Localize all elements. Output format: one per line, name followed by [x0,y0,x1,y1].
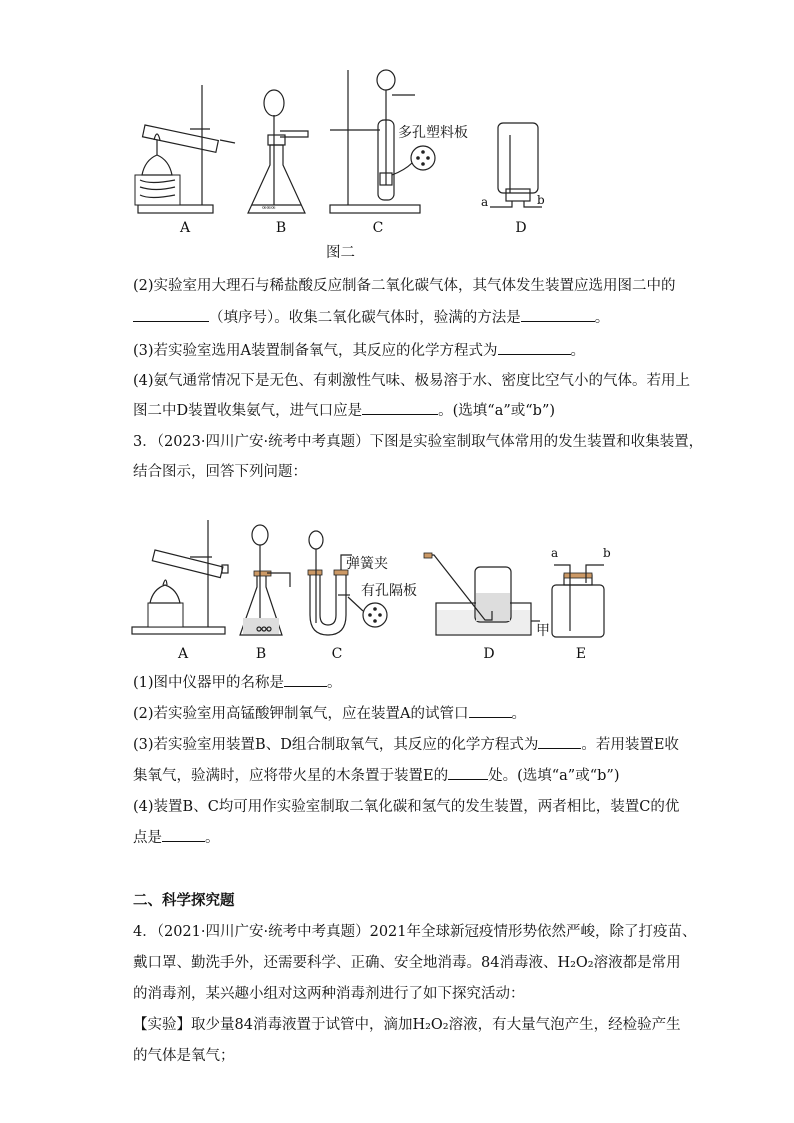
answer-blank[interactable] [284,672,327,687]
section-title: 二、科学探究题 [133,892,235,909]
q3-part-4-line-2: 点是 。 [133,827,673,848]
q4-line-4: 【实验】取少量84消毒液置于试管中，滴加H₂O₂溶液，有大量气泡产生，经检验产生 [133,1017,681,1033]
figure-2-label-b: B [275,220,287,236]
q2-line-1: (2)实验室用大理石与稀盐酸反应制备二氧化碳气体，其气体发生装置应选用图二中的 [133,278,676,294]
q3-line-2: 结合图示，回答下列问题： [133,464,307,480]
spring-clip-label: 弹簧夹 [346,556,388,572]
q2-line-2: （填序号）。收集二氧化碳气体时，验满的方法是 。 [133,307,673,328]
answer-blank[interactable] [521,307,595,322]
q3-apparatus-b [240,525,290,635]
q3-label-e: E [575,646,587,662]
figure-2-apparatus [130,65,550,235]
q2-line-3: (3)若实验室选用A装置制备氧气，其反应的化学方程式为 。 [133,340,673,361]
svg-text:ꟹꟹꟹ: ꟹꟹꟹ [262,205,276,213]
figure-2-caption: 图二 [326,245,355,261]
q3-port-b: b [603,546,611,560]
q3-line-1: 3．（2023·四川广安·统考中考真题）下图是实验室制取气体常用的发生装置和收集装置， [133,434,704,450]
q4-line-3: 的消毒剂，某兴趣小组对这两种消毒剂进行了如下探究活动： [133,986,525,1002]
question-3-apparatus [130,515,570,640]
q3-part-2: (2)若实验室用高锰酸钾制氧气，应在装置A的试管口 。 [133,703,673,724]
apparatus-a [135,85,235,213]
q3-part-3-line-1: (3)若实验室用装置B、D组合制取氧气，其反应的化学方程式为 。若用装置E收 [133,734,673,755]
porous-partition-label: 有孔隔板 [361,583,417,599]
instrument-jia-label: 甲 [536,623,550,639]
answer-blank[interactable] [448,765,488,780]
q4-line-1: 4．（2021·四川广安·统考中考真题）2021年全球新冠疫情形势依然严峻，除了打疫苗、 [133,924,697,940]
q2-line-4: (4)氨气通常情况下是无色、有刺激性气味、极易溶于水、密度比空气小的气体。若用上 [133,373,691,389]
q2-line-5: 图二中D装置收集氨气，进气口应是 。(选填“a”或“b”) [133,400,673,421]
q4-line-5: 的气体是氧气； [133,1048,235,1064]
apparatus-b [248,90,308,213]
answer-blank[interactable] [162,827,205,842]
figure-2-label-d: D [515,220,527,236]
answer-blank[interactable] [538,734,581,749]
answer-blank[interactable] [498,340,571,355]
apparatus-d [490,123,542,207]
figure-2-label-c: C [372,220,384,236]
porous-plastic-plate-label: 多孔塑料板 [398,125,468,141]
q3-label-b: B [255,646,267,662]
q3-part-4-line-1: (4)装置B、C均可用作实验室制取二氧化碳和氢气的发生装置，两者相比，装置C的优 [133,799,680,815]
q3-apparatus-d [424,553,540,635]
q3-label-c: C [331,646,343,662]
answer-blank[interactable] [133,307,209,322]
q3-label-d: D [483,646,495,662]
answer-blank[interactable] [362,400,438,415]
q4-line-2: 戴口罩、勤洗手外，还需要科学、正确、安全地消毒。84消毒液、H₂O₂溶液都是常用 [133,955,681,971]
figure-2-port-b: b [537,193,545,207]
q3-part-3-line-2: 集氧气，验满时，应将带火星的木条置于装置E的 处。(选填“a”或“b”) [133,765,673,786]
answer-blank[interactable] [469,703,512,718]
q3-apparatus-e-drawing [546,555,616,640]
q3-apparatus-a [132,520,228,634]
q3-label-a: A [177,646,189,662]
q3-port-a: a [551,546,559,560]
q3-part-1: (1)图中仪器甲的名称是 。 [133,672,673,693]
figure-2-label-a: A [179,220,191,236]
figure-2-port-a: a [481,195,489,209]
